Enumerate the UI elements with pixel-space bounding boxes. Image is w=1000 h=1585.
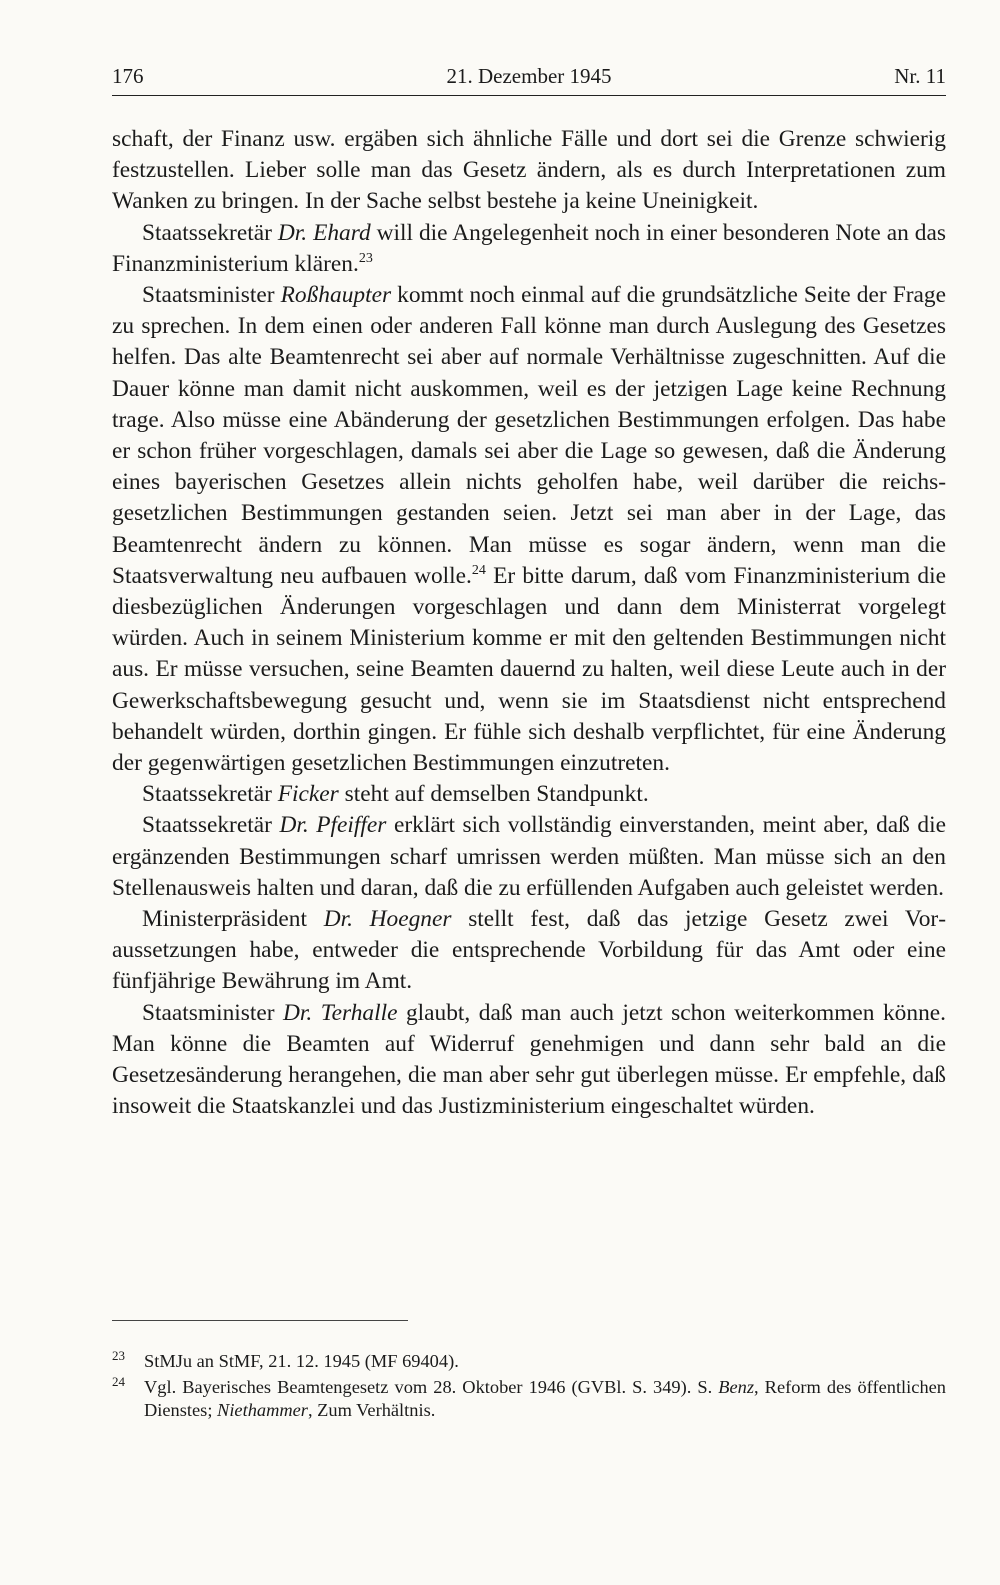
text-run: erklärt sich vollständig einverstanden, meint aber, daß die ergänzenden Bestimmungen scharf umrissen werden müßten. Man müsse sich an den Stellenausweis halten und daran, daß die zu erfüllenden Aufgaben auch geleistet werden. [112, 812, 946, 901]
footnote [112, 1350, 946, 1373]
paragraph [112, 904, 946, 998]
text-run: Ministerpräsident [142, 906, 324, 933]
text-run: Er bitte darum, daß vom Finanzministerium die diesbezüglichen Änderungen vorgeschlagen und dann dem Ministerrat vorgelegt würden. Auch in seinem Ministerium komme er mit den geltenden Bestimmungen nicht aus. Er müsse versuchen, seine Beamten dauernd zu halten, weil diese Leute auch in der Gewerkschaftsbewegung gesucht und, wenn sie im Staatsdienst nicht entsprechend behandelt würden, dorthin gingen. Er fühle sich deshalb verpflichtet, für eine Änderung der gegenwärtigen gesetzlichen Bestimmungen einzutreten. [112, 562, 946, 777]
text-run: StMJu an StMF, 21. 12. 1945 (MF 69404). [144, 1351, 459, 1371]
document-number: Nr. 11 [894, 64, 946, 88]
header-rule [112, 95, 946, 96]
person-name: Roßhaupter [280, 282, 392, 309]
footnote-text [144, 1376, 946, 1422]
header-date: 21. Dezember 1945 [446, 64, 612, 88]
footnote [112, 1376, 946, 1422]
footnote-mark [112, 1350, 144, 1373]
person-name: Dr. Hoegner [323, 906, 452, 933]
footnote-reference: 23 [358, 250, 373, 266]
text-run: Staatssekretär [142, 781, 278, 808]
text-run: Staatsminister [142, 282, 281, 309]
paragraph [112, 218, 946, 280]
paragraph [112, 280, 946, 779]
text-run: , Reform des öffentlichen Dienstes; [144, 1377, 946, 1420]
text-run: Vgl. Bayerisches Beamtengesetz vom 28. Oktober 1946 (GVBl. S. 349). S. [144, 1377, 719, 1397]
body-text [112, 124, 946, 1123]
person-name: Benz [718, 1377, 755, 1397]
person-name: Dr. Pfeiffer [279, 812, 387, 839]
text-run: Staatssekretär [142, 219, 278, 246]
text-run: will die Angelegenheit noch in einer besonderen Note an das Finanzministerium klären. [112, 219, 946, 277]
text-run: Staatsminister [142, 999, 284, 1026]
footnotes [112, 1350, 946, 1425]
footnote-separator [112, 1320, 408, 1321]
paragraph [112, 998, 946, 1123]
text-run: Staatssekretär [142, 812, 280, 839]
text-run: schaft, der Finanz usw. ergäben sich ähnliche Fälle und dort sei die Grenze schwierig festzustellen. Lieber solle man das Gesetz ändern, als es durch Interpretationen zum Wanken zu bringen. In der Sache selbst bestehe ja keine Uneinigkeit. [112, 126, 946, 215]
text-run: , Zum Verhältnis. [307, 1400, 436, 1420]
paragraph [112, 810, 946, 904]
page-number: 176 [112, 64, 144, 88]
footnote-number: 23 [112, 1348, 125, 1363]
footnote-text [144, 1350, 946, 1373]
text-run: stellt fest, daß das jetzige Gesetz zwei Voraussetzungen habe, entweder die entsprechende Vorbildung für das Amt oder eine fünfjährige Bewährung im Amt. [112, 906, 946, 995]
footnote-number: 24 [112, 1374, 125, 1389]
text-run: glaubt, daß man auch jetzt schon weiterkommen könne. Man könne die Beamten auf Widerruf genehmigen und dann sehr bald an die Gesetzesänderung herangehen, die man aber sehr gut überlegen müsse. Er empfehle, daß insoweit die Staatskanzlei und das Justizministerium eingeschaltet würden. [112, 999, 947, 1120]
paragraph [112, 124, 946, 218]
footnote-mark [112, 1376, 144, 1422]
person-name: Dr. Ehard [277, 219, 371, 246]
footnote-reference: 24 [471, 562, 486, 578]
person-name: Dr. Terhalle [283, 999, 398, 1026]
person-name: Ficker [277, 781, 339, 808]
person-name: Niethammer [217, 1400, 308, 1420]
text-run: steht auf demselben Standpunkt. [338, 781, 649, 808]
text-run: kommt noch einmal auf die grundsätzliche Seite der Frage zu sprechen. In dem einen oder anderen Fall könne man durch Auslegung des Gesetzes helfen. Das alte Beamtenrecht sei aber auf normale Verhältnisse zugeschnitten. Auf die Dauer könne man damit nicht auskommen, weil es der jetzigen Lage keine Rechnung trage. Also müsse eine Abänderung der gesetzlichen Bestimmungen erfolgen. Das habe er schon früher vorgeschlagen, damals sei aber die Lage so gewesen, daß die Änderung eines bayerischen Gesetzes allein nichts geholfen habe, weil darüber die reichsgesetzlichen Bestimmungen gestanden seien. Jetzt sei man aber in der Lage, das Beamtenrecht ändern zu können. Man müsse es sogar ändern, wenn man die Staatsverwaltung neu aufbauen wolle. [112, 282, 946, 589]
paragraph [112, 779, 946, 810]
